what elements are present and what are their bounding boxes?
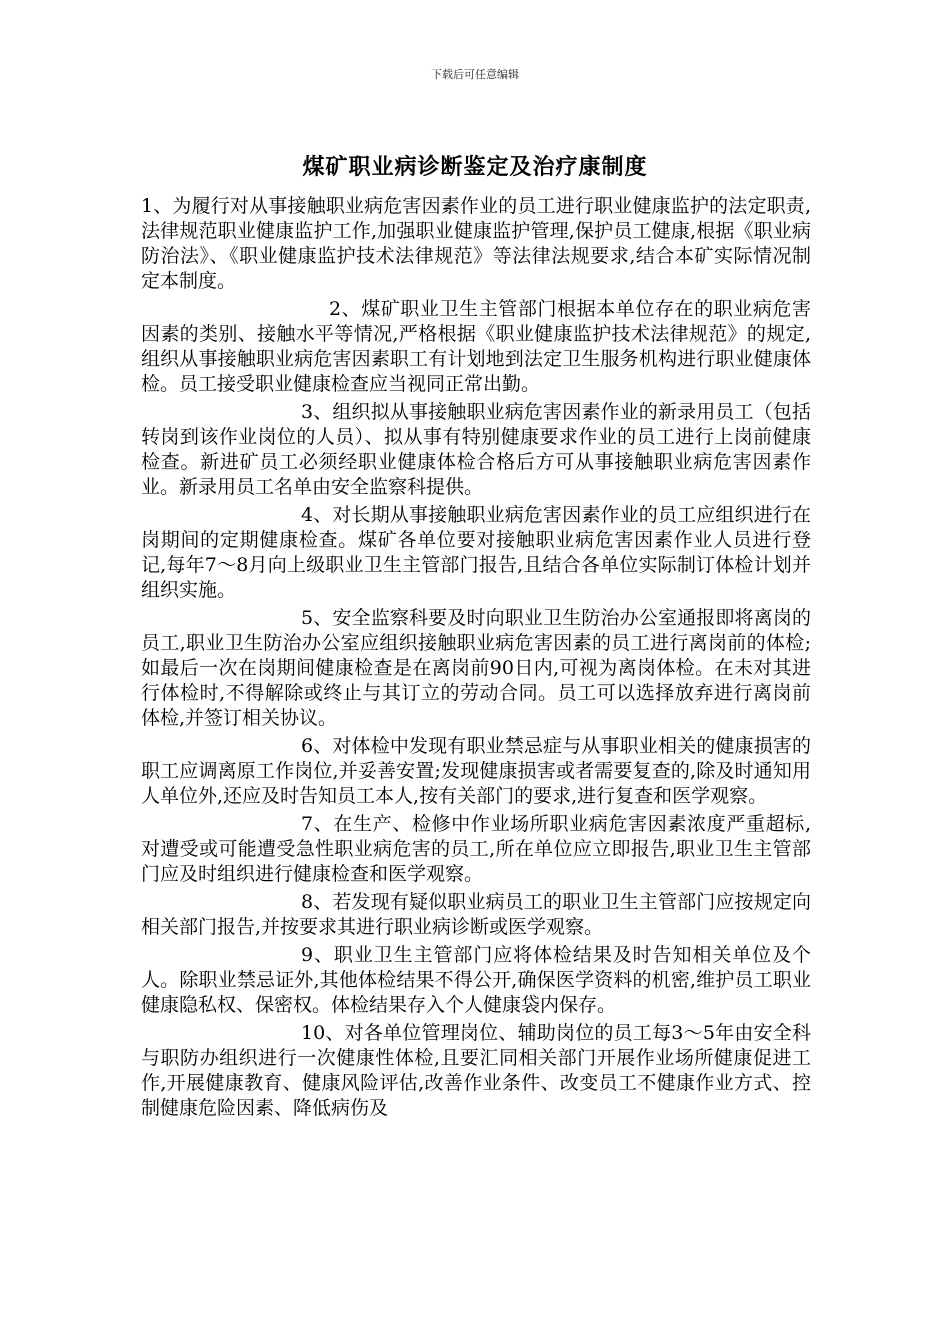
paragraph-9: 9、职业卫生主管部门应将体检结果及时告知相关单位及个人。除职业禁忌证外,其他体检结果不得公开,确保医学资料的机密,维护员工职业健康隐私权、保密权。体检结果存入个人健康袋内保存。 (141, 944, 811, 1016)
paragraph-1: 1、为履行对从事接触职业病危害因素作业的员工进行职业健康监护的法定职责,法律规范职业健康监护工作,加强职业健康监护管理,保护员工健康,根据《职业病防治法》、《职业健康监护技术法律规范》等法律法规要求,结合本矿实际情况制定本制度。 (141, 195, 811, 292)
paragraph-10: 10、对各单位管理岗位、辅助岗位的员工每3～5年由安全科与职防办组织进行一次健康性体检,且要汇同相关部门开展作业场所健康促进工作,开展健康教育、健康风险评估,改善作业条件、改变员工不健康作业方式、控制健康危险因素、降低病伤及 (141, 1022, 811, 1119)
header-note: 下载后可任意编辑 (431, 68, 519, 81)
document-body (141, 194, 811, 1124)
paragraph-3: 3、组织拟从事接触职业病危害因素作业的新录用员工（包括转岗到该作业岗位的人员）、拟从事有特别健康要求作业的员工进行上岗前健康检查。新进矿员工必须经职业健康体检合格后方可从事接触职业病危害因素作业。新录用员工名单由安全监察科提供。 (141, 401, 811, 498)
document-title: 煤矿职业病诊断鉴定及治疗康制度 (302, 155, 648, 180)
paragraph-7: 7、在生产、检修中作业场所职业病危害因素浓度严重超标,对遭受或可能遭受急性职业病危害的员工,所在单位应立即报告,职业卫生主管部门应及时组织进行健康检查和医学观察。 (141, 813, 811, 885)
paragraph-8: 8、若发现有疑似职业病员工的职业卫生主管部门应按规定向相关部门报告,并按要求其进行职业病诊断或医学观察。 (141, 891, 811, 938)
paragraph-5: 5、安全监察科要及时向职业卫生防治办公室通报即将离岗的员工,职业卫生防治办公室应组织接触职业病危害因素的员工进行离岗前的体检;如最后一次在岗期间健康检查是在离岗前90日内,可视为离岗体检。在未对其进行体检时,不得解除或终止与其订立的劳动合同。员工可以选择放弃进行离岗前体检,并签订相关协议。 (141, 607, 811, 729)
paragraph-4: 4、对长期从事接触职业病危害因素作业的员工应组织进行在岗期间的定期健康检查。煤矿各单位要对接触职业病危害因素作业人员进行登记,每年7～8月向上级职业卫生主管部门报告,且结合各单位实际制订体检计划并组织实施。 (141, 504, 811, 601)
paragraph-6: 6、对体检中发现有职业禁忌症与从事职业相关的健康损害的职工应调离原工作岗位,并妥善安置;发现健康损害或者需要复查的,除及时通知用人单位外,还应及时告知员工本人,按有关部门的要求,进行复查和医学观察。 (141, 735, 811, 807)
paragraph-2: 2、煤矿职业卫生主管部门根据本单位存在的职业病危害因素的类别、接触水平等情况,严格根据《职业健康监护技术法律规范》的规定,组织从事接触职业病危害因素职工有计划地到法定卫生服务机构进行职业健康体检。员工接受职业健康检查应当视同正常出勤。 (141, 298, 811, 395)
